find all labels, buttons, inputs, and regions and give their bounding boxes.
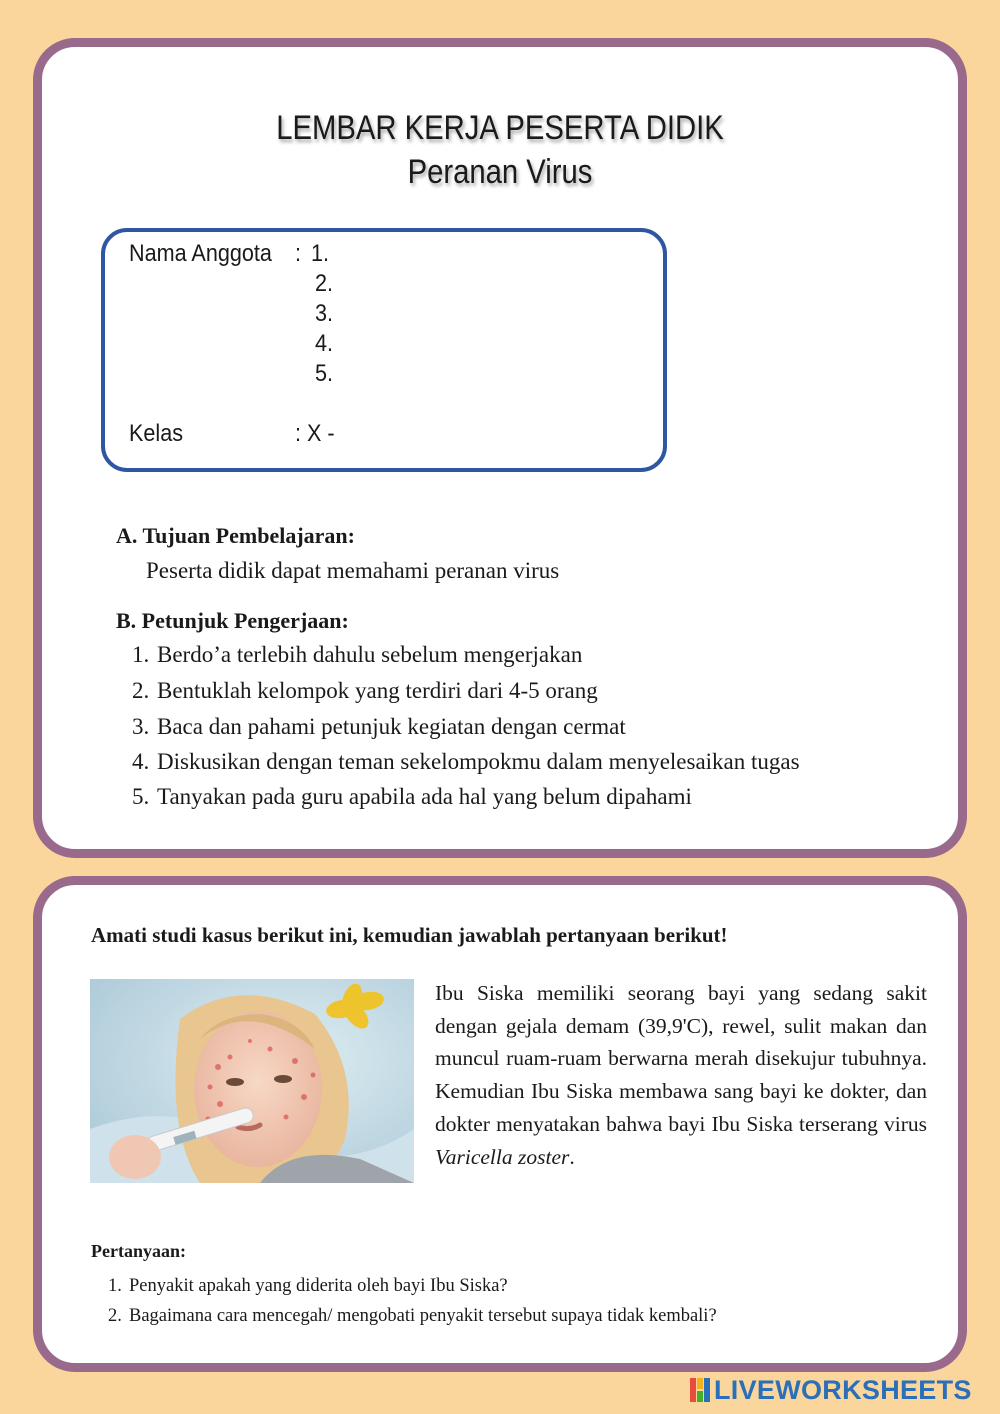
liveworksheets-logo-icon <box>690 1378 710 1402</box>
member-number-5: 5. <box>315 360 334 387</box>
instruction-step <box>132 642 582 668</box>
worksheet-title: LEMBAR KERJA PESERTA DIDIK <box>276 109 724 147</box>
sick-child-illustration <box>90 979 414 1183</box>
case-study-card <box>33 876 967 1372</box>
step-text: Diskusikan dengan teman sekelompokmu dalam menyelesaikan tugas <box>157 749 800 774</box>
instruction-step <box>132 749 800 775</box>
step-number: 5. <box>132 784 150 809</box>
brand-name: LIVEWORKSHEETS <box>714 1374 972 1405</box>
virus-name: Varicella zoster <box>435 1144 570 1169</box>
case-study-text: Ibu Siska memiliki seorang bayi yang sedang sakit dengan gejala demam (39,9'C), rewel, sulit makan dan muncul ruam-ruam berwarna merah disekujur tubuhnya. Kemudian Ibu Siska membawa sang bayi ke dokter, dan dokter menyatakan bahwa bayi Ibu Siska terserang virus <box>435 981 927 1136</box>
step-text: Baca dan pahami petunjuk kegiatan dengan cermat <box>157 714 626 739</box>
step-number: 3. <box>132 714 150 739</box>
identity-box <box>101 228 667 472</box>
instruction-step <box>132 714 626 740</box>
step-text: Bentuklah kelompok yang terdiri dari 4-5 orang <box>157 678 598 703</box>
liveworksheets-brand[interactable] <box>690 1374 972 1406</box>
question-text: Bagaimana cara mencegah/ mengobati penyakit tersebut supaya tidak kembali? <box>129 1306 717 1326</box>
members-row <box>129 239 300 269</box>
case-study-paragraph <box>435 977 927 1173</box>
case-study-heading: Amati studi kasus berikut ini, kemudian jawablah pertanyaan berikut! <box>91 923 728 947</box>
case-study-ending: . <box>569 1144 575 1169</box>
question-item <box>108 1306 717 1327</box>
step-text: Berdo’a terlebih dahulu sebelum mengerjakan <box>157 642 583 667</box>
instructions-heading: B. Petunjuk Pengerjaan: <box>116 608 349 633</box>
class-row <box>129 419 300 449</box>
class-value: : X - <box>295 420 335 447</box>
member-number-4: 4. <box>315 330 334 357</box>
question-item <box>108 1276 508 1297</box>
questions-heading: Pertanyaan: <box>91 1241 186 1261</box>
member-number-1: 1. <box>311 240 330 267</box>
question-number: 2. <box>108 1306 122 1326</box>
worksheet-subtitle: Peranan Virus <box>407 153 593 191</box>
objective-text: Peserta didik dapat memahami peranan virus <box>146 558 560 583</box>
members-label: Nama Anggota <box>129 240 272 267</box>
worksheet-info-card <box>33 38 967 858</box>
question-text: Penyakit apakah yang diderita oleh bayi Ibu Siska? <box>129 1276 508 1296</box>
sick-child-photo <box>90 979 414 1183</box>
step-number: 2. <box>132 678 150 703</box>
instruction-step <box>132 784 692 810</box>
question-number: 1. <box>108 1276 122 1296</box>
step-text: Tanyakan pada guru apabila ada hal yang belum dipahami <box>157 784 692 809</box>
members-colon: : <box>295 240 302 267</box>
step-number: 4. <box>132 749 150 774</box>
member-number-3: 3. <box>315 300 334 327</box>
objective-heading: A. Tujuan Pembelajaran: <box>116 523 355 548</box>
instruction-step <box>132 678 598 704</box>
class-label: Kelas <box>129 420 184 447</box>
member-number-2: 2. <box>315 270 334 297</box>
step-number: 1. <box>132 642 150 667</box>
